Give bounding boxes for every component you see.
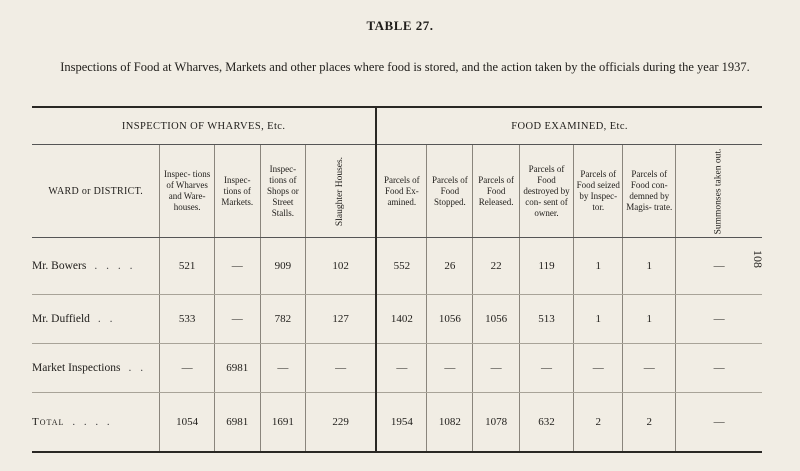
cell-shops: 909 (260, 238, 305, 295)
col-seized-header: Parcels of Food seized by Inspec- tor. (574, 145, 623, 238)
row-label-text: Mr. Duffield (32, 313, 90, 325)
cell-examined: — (376, 344, 427, 393)
cell-markets: 6981 (214, 344, 260, 393)
cell-released: — (473, 344, 520, 393)
cell-summonses: — (676, 238, 762, 295)
total-stopped: 1082 (427, 393, 473, 453)
total-markets: 6981 (214, 393, 260, 453)
cell-slaughter: — (306, 344, 377, 393)
leader-dots: . . . . (94, 260, 136, 272)
cell-condemned: — (623, 344, 676, 393)
cell-wharves: 533 (160, 295, 214, 344)
section-food-header: FOOD EXAMINED, Etc. (376, 107, 762, 145)
cell-wharves: 521 (160, 238, 214, 295)
col-examined-header: Parcels of Food Ex- amined. (376, 145, 427, 238)
cell-released: 1056 (473, 295, 520, 344)
row-label (32, 295, 160, 344)
cell-shops: — (260, 344, 305, 393)
food-inspection-table (32, 106, 762, 453)
cell-summonses: — (676, 344, 762, 393)
cell-stopped: 26 (427, 238, 473, 295)
leader-dots: . . (97, 313, 116, 325)
total-destroyed: 632 (519, 393, 573, 453)
section-header-row (32, 107, 762, 145)
col-destroyed-header: Parcels of Food destroyed by con- sent of owner. (519, 145, 573, 238)
row-label-text: Market Inspections (32, 362, 121, 374)
table-row (32, 238, 762, 295)
col-released-header: Parcels of Food Released. (473, 145, 520, 238)
table-title: TABLE 27. (366, 18, 434, 33)
cell-markets: — (214, 295, 260, 344)
total-seized: 2 (574, 393, 623, 453)
col-shops-header: Inspec- tions of Shops or Street Stalls. (260, 145, 305, 238)
table-row (32, 344, 762, 393)
col-ward-header (32, 145, 160, 238)
cell-destroyed: 513 (519, 295, 573, 344)
cell-released: 22 (473, 238, 520, 295)
total-row (32, 393, 762, 453)
col-slaughter-header (306, 145, 377, 238)
row-label (32, 238, 160, 295)
col-markets-header: Inspec- tions of Markets. (214, 145, 260, 238)
row-label-text: Mr. Bowers (32, 260, 87, 272)
col-summonses-header (676, 145, 762, 238)
total-examined: 1954 (376, 393, 427, 453)
cell-seized: 1 (574, 295, 623, 344)
column-header-row (32, 145, 762, 238)
total-shops: 1691 (260, 393, 305, 453)
total-wharves: 1054 (160, 393, 214, 453)
cell-summonses: — (676, 295, 762, 344)
cell-stopped: — (427, 344, 473, 393)
cell-seized: 1 (574, 238, 623, 295)
total-slaughter: 229 (306, 393, 377, 453)
cell-examined: 1402 (376, 295, 427, 344)
col-ward-label: WARD or DISTRICT. (48, 185, 144, 197)
cell-seized: — (574, 344, 623, 393)
cell-destroyed: 119 (519, 238, 573, 295)
table-row (32, 295, 762, 344)
total-summonses: — (713, 416, 725, 428)
cell-slaughter: 102 (306, 238, 377, 295)
cell-wharves: — (160, 344, 214, 393)
cell-examined: 552 (376, 238, 427, 295)
col-slaughter-label: Slaughter Houses. (335, 156, 346, 227)
leader-dots: . . . . (72, 416, 113, 428)
total-released: 1078 (473, 393, 520, 453)
cell-slaughter: 127 (306, 295, 377, 344)
cell-destroyed: — (519, 344, 573, 393)
col-stopped-header: Parcels of Food Stopped. (427, 145, 473, 238)
col-condemned-header: Parcels of Food con- demned by Magis- trate. (623, 145, 676, 238)
total-condemned: 2 (623, 393, 676, 453)
col-summonses-label: Summonses taken out. (713, 148, 724, 235)
row-label-text: Total (32, 416, 65, 428)
col-wharves-header: Inspec- tions of Wharves and Ware- houses. (160, 145, 214, 238)
cell-stopped: 1056 (427, 295, 473, 344)
row-label (32, 344, 160, 393)
cell-condemned: 1 (623, 238, 676, 295)
leader-dots: . . (128, 362, 147, 374)
cell-shops: 782 (260, 295, 305, 344)
row-label (32, 393, 160, 453)
section-inspection-header: INSPECTION OF WHARVES, Etc. (32, 107, 376, 145)
table-caption: Inspections of Food at Wharves, Markets and other places where food is stored, and the action taken by the officials during the year 1937. (60, 60, 750, 74)
page-number: 108 (751, 250, 765, 268)
cell-markets: — (214, 238, 260, 295)
cell-condemned: 1 (623, 295, 676, 344)
